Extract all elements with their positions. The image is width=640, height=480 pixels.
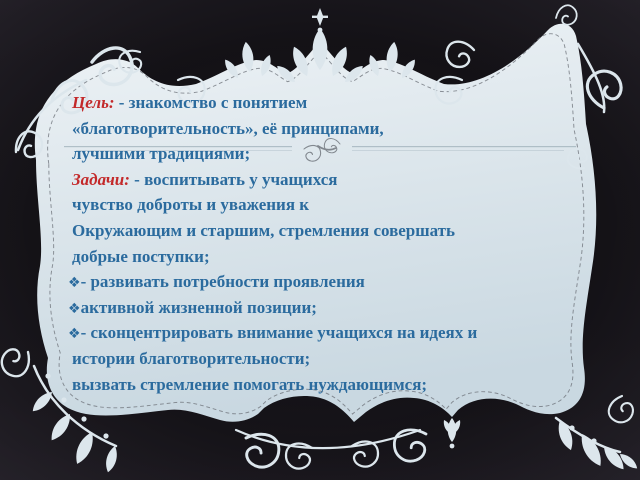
diamond-bullet-icon: ❖: [68, 275, 81, 292]
text-line: [68, 295, 588, 321]
line-text: чувство доброты и уважения к: [72, 195, 310, 215]
line-text: вызвать стремление помогать нуждающимся;: [72, 374, 428, 394]
text-line: [68, 141, 588, 167]
line-text: Окружающим и старшим, стремления совершать: [72, 220, 456, 240]
text-line: [68, 320, 588, 346]
text-line: [68, 218, 588, 244]
line-text: активной жизненной позиции;: [80, 297, 317, 317]
line-text: - развивать потребности проявления: [80, 272, 365, 292]
text-line: [68, 269, 588, 295]
lead-word: Задачи:: [72, 169, 130, 189]
text-line: [68, 167, 588, 193]
line-text: «благотворительность», её принципами,: [72, 118, 384, 138]
text-line: [68, 90, 588, 116]
diamond-bullet-icon: ❖: [68, 326, 81, 343]
text-line: [68, 116, 588, 142]
bottom-scroll-ornament: [236, 427, 430, 470]
line-text: - знакомство с понятием: [114, 93, 308, 112]
bottom-pendant-fleur: [442, 418, 463, 448]
text-line: [68, 192, 588, 218]
line-text: лучшими традициями;: [72, 144, 251, 164]
line-text: добрые поступки;: [72, 246, 210, 266]
text-line: [68, 244, 588, 270]
diamond-bullet-icon: ❖: [68, 300, 81, 317]
line-text: истории благотворительности;: [72, 348, 311, 368]
lead-word: Цель:: [72, 93, 115, 112]
text-line: [68, 346, 588, 372]
slide-text-block: [68, 90, 588, 397]
line-text: - сконцентрировать внимание учащихся на идеях и: [80, 323, 478, 343]
text-line: [68, 372, 588, 398]
line-text: - воспитывать у учащихся: [129, 169, 338, 189]
